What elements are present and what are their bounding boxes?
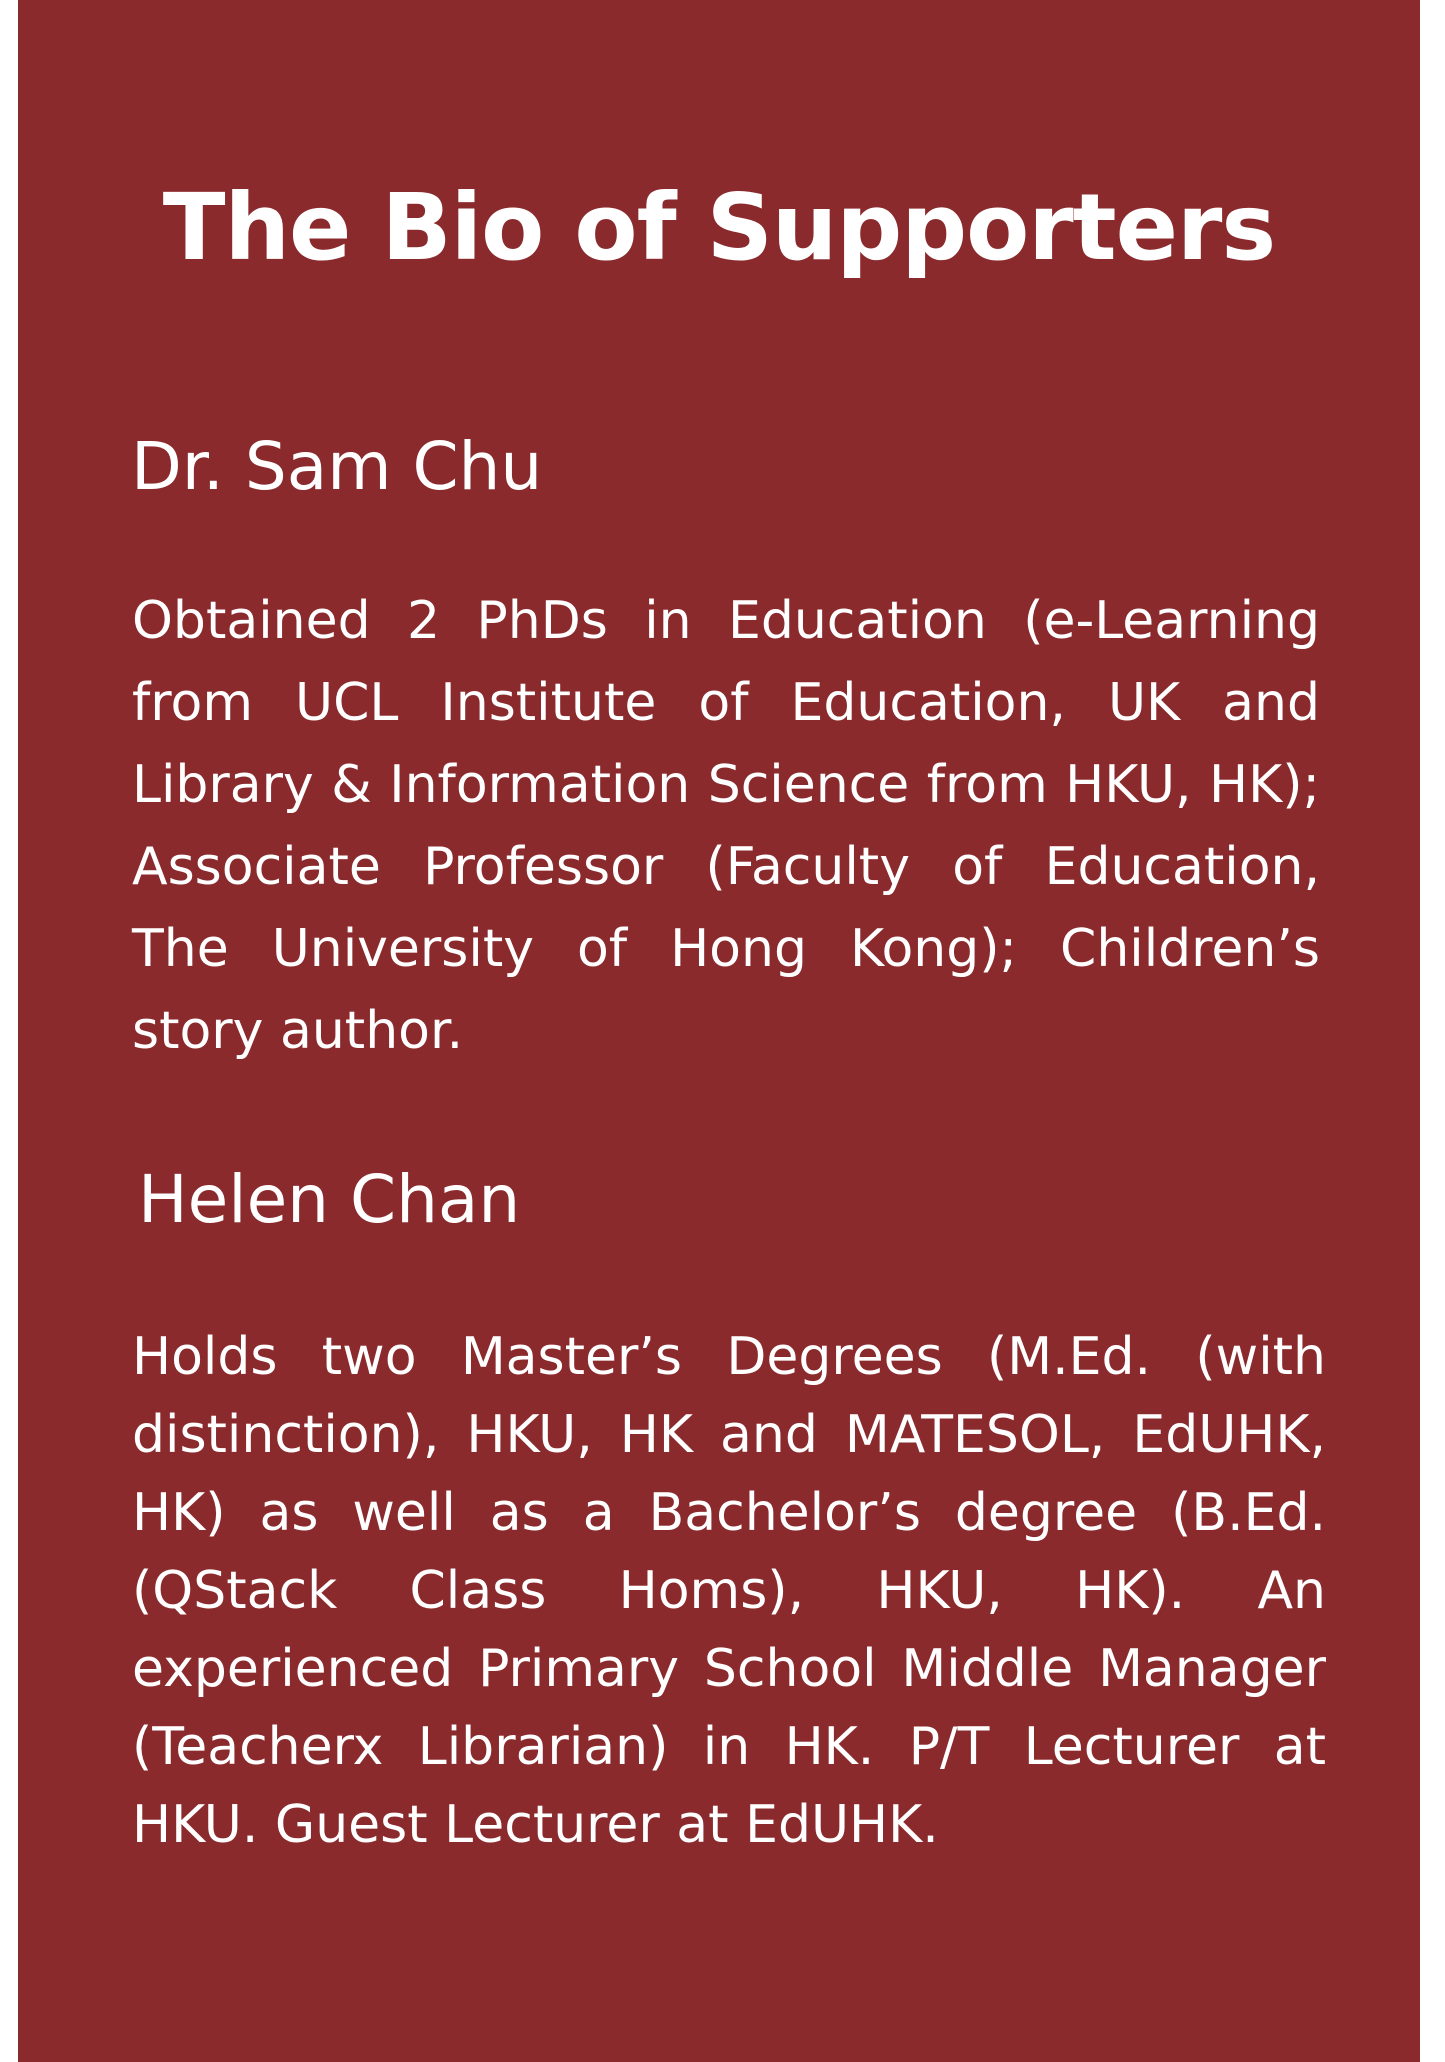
supporter-bio-helen-chan: Holds two Master’s Degrees (M.Ed. (with distinction), HKU, HK and MATESOL, EdUHK, HK) as well as a Bachelor’s degree (B.Ed. (QStack Class Homs), HKU, HK). An experienced Primary School Middle Manager (Teacherx Librarian) in HK. P/T Lecturer at HKU. Guest Lecturer at EdUHK. bbox=[132, 1327, 1326, 1855]
supporter-bio-sam-chu: Obtained 2 PhDs in Education (e-Learning from UCL Institute of Education, UK and Library & Information Science from HKU, HK); Associate Professor (Faculty of Education, The University of Hong Kong); Children’s story author. bbox=[132, 591, 1320, 1061]
supporter-name-sam-chu: Dr. Sam Chu bbox=[131, 428, 543, 505]
page-title: The Bio of Supporters bbox=[162, 174, 1276, 281]
supporter-name-helen-chan: Helen Chan bbox=[138, 1161, 521, 1238]
bio-panel bbox=[18, 0, 1420, 2062]
